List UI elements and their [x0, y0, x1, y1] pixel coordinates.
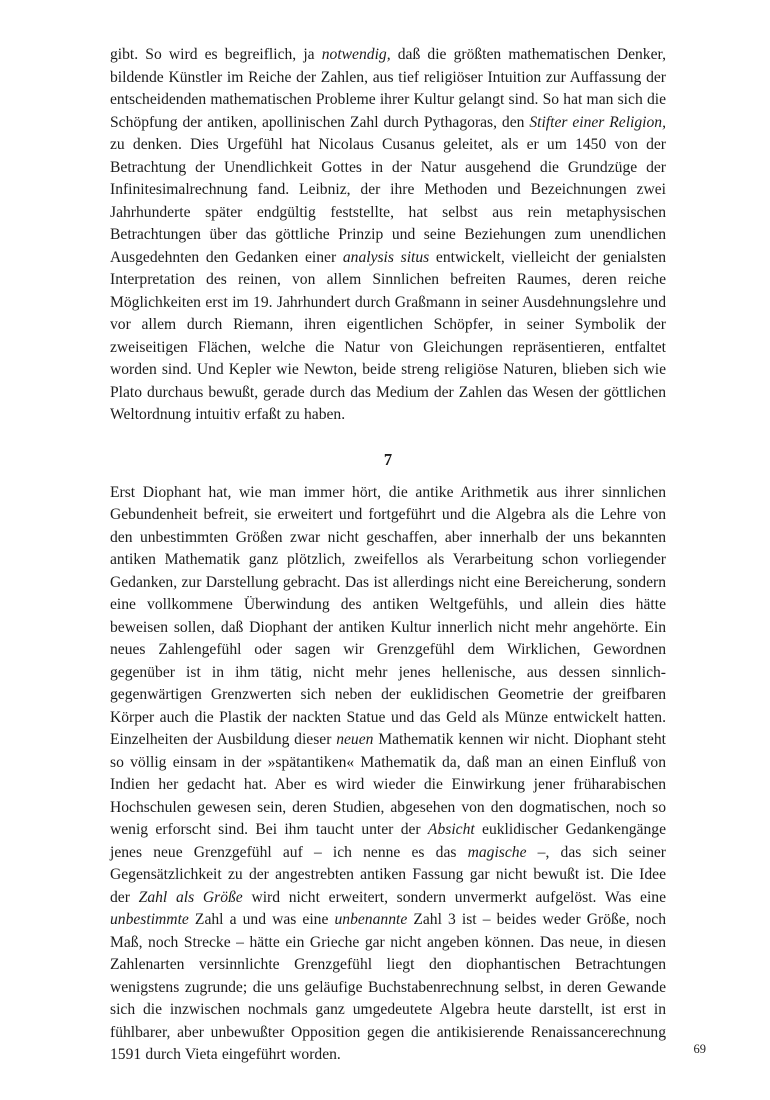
section-heading: 7 [383, 449, 393, 469]
page-number: 69 [693, 1042, 706, 1056]
paragraph: Erst Diophant hat, wie man immer hört, die antike Arithmetik aus ihrer sinnlichen Gebundenheit befreit, sie erweitert und fortgeführt und die Algebra als die Lehre von den unbestimmten Größen zwar nicht geschaffen, aber innerhalb der uns bekannten antiken Mathematik ganz plötzlich, zweifellos als Verarbeitung schon vorliegender Gedanken, zur Darstellung gebracht. Das ist allerdings nicht eine Bereicherung, sondern eine vollkommene Überwindung des antiken Weltgefühls, und allein dies hätte beweisen sollen, daß Diophant der antiken Kultur innerlich nicht mehr angehörte. Ein neues Zahlengefühl oder sagen wir Grenzgefühl dem Wirklichen, Gewordnen gegenüber ist in ihm tätig, nicht mehr jenes hellenische, aus dessen sinnlich-gegenwärtigen Grenzwerten sich neben der euklidischen Geometrie der greifbaren Körper auch die Plastik der nackten Statue und das Geld als Münze entwickelt hatten. Einzelheiten der Ausbildung dieser neuen Mathematik kennen wir nicht. Diophant steht so völlig einsam in der »spätantiken« Mathematik da, daß man an einen Einfluß von Indien her gedacht hat. Aber es wird wieder die Einwirkung jener früharabischen Hochschulen gewesen sein, deren Studien, abgesehen von den dogmatischen, noch so wenig erforscht sind. Bei ihm taucht unter der Absicht euklidischer Gedankengänge jenes neue Grenzgefühl auf – ich nenne es das magische –, das sich seiner Gegensätzlichkeit zu der angestrebten antiken Fassung gar nicht bewußt ist. Die Idee der Zahl als Größe wird nicht erweitert, sondern unvermerkt aufgelöst. Was eine unbestimmte Zahl a und was eine unbenannte Zahl 3 ist – beides weder Größe, noch Maß, noch Strecke – hätte ein Grieche gar nicht angeben können. Das neue, in diesen Zahlenarten versinnlichte Grenzgefühl liegt den diophantischen Betrachtungen wenigstens zugrunde; die uns geläufige Buchstabenrechnung selbst, in deren Gewande sich die inzwischen nochmals ganz umgedeutete Algebra heute darstellt, ist erst in fühlbarer, aber unbewußter Opposition gegen die antikisierende Renaissancerechnung 1591 durch Vieta eingeführt worden. [110, 483, 667, 1063]
text-block [110, 44, 666, 1067]
paragraph-continuation: gibt. So wird es begreiflich, ja notwendig, daß die größten mathematischen Denker, bildende Künstler im Reiche der Zahlen, aus tief religiöser Intuition zur Auffassung der entscheidenden mathematischen Probleme ihrer Kultur gelangt sind. So hat man sich die Schöpfung der antiken, apollinischen Zahl durch Pythagoras, den Stifter einer Religion, zu denken. Dies Urgefühl hat Nicolaus Cusanus geleitet, als er um 1450 von der Betrachtung der Unendlichkeit Gottes in der Natur ausgehend die Grundzüge der Infinitesimalrechnung fand. Leibniz, der ihre Methoden und Bezeichnungen zwei Jahrhunderte später endgültig feststellte, hat selbst aus rein metaphysischen Betrachtungen über das göttliche Prinzip und seine Beziehungen zum unendlichen Ausgedehnten den Gedanken einer analysis situs entwickelt, vielleicht der genialsten Interpretation des reinen, von allem Sinnlichen befreiten Raumes, deren reiche Möglichkeiten erst im 19. Jahrhundert durch Graßmann in seiner Ausdehnungslehre und vor allem durch Riemann, ihren eigentlichen Schöpfer, in seiner Symbolik der zweiseitigen Flächen, welche die Natur von Gleichungen repräsentieren, entfaltet worden sind. Und Kepler wie Newton, beide streng religiöse Naturen, blieben sich wie Plato durchaus bewußt, gerade durch das Medium der Zahlen das Wesen der göttlichen Weltordnung intuitiv erfaßt zu haben. [110, 46, 666, 423]
